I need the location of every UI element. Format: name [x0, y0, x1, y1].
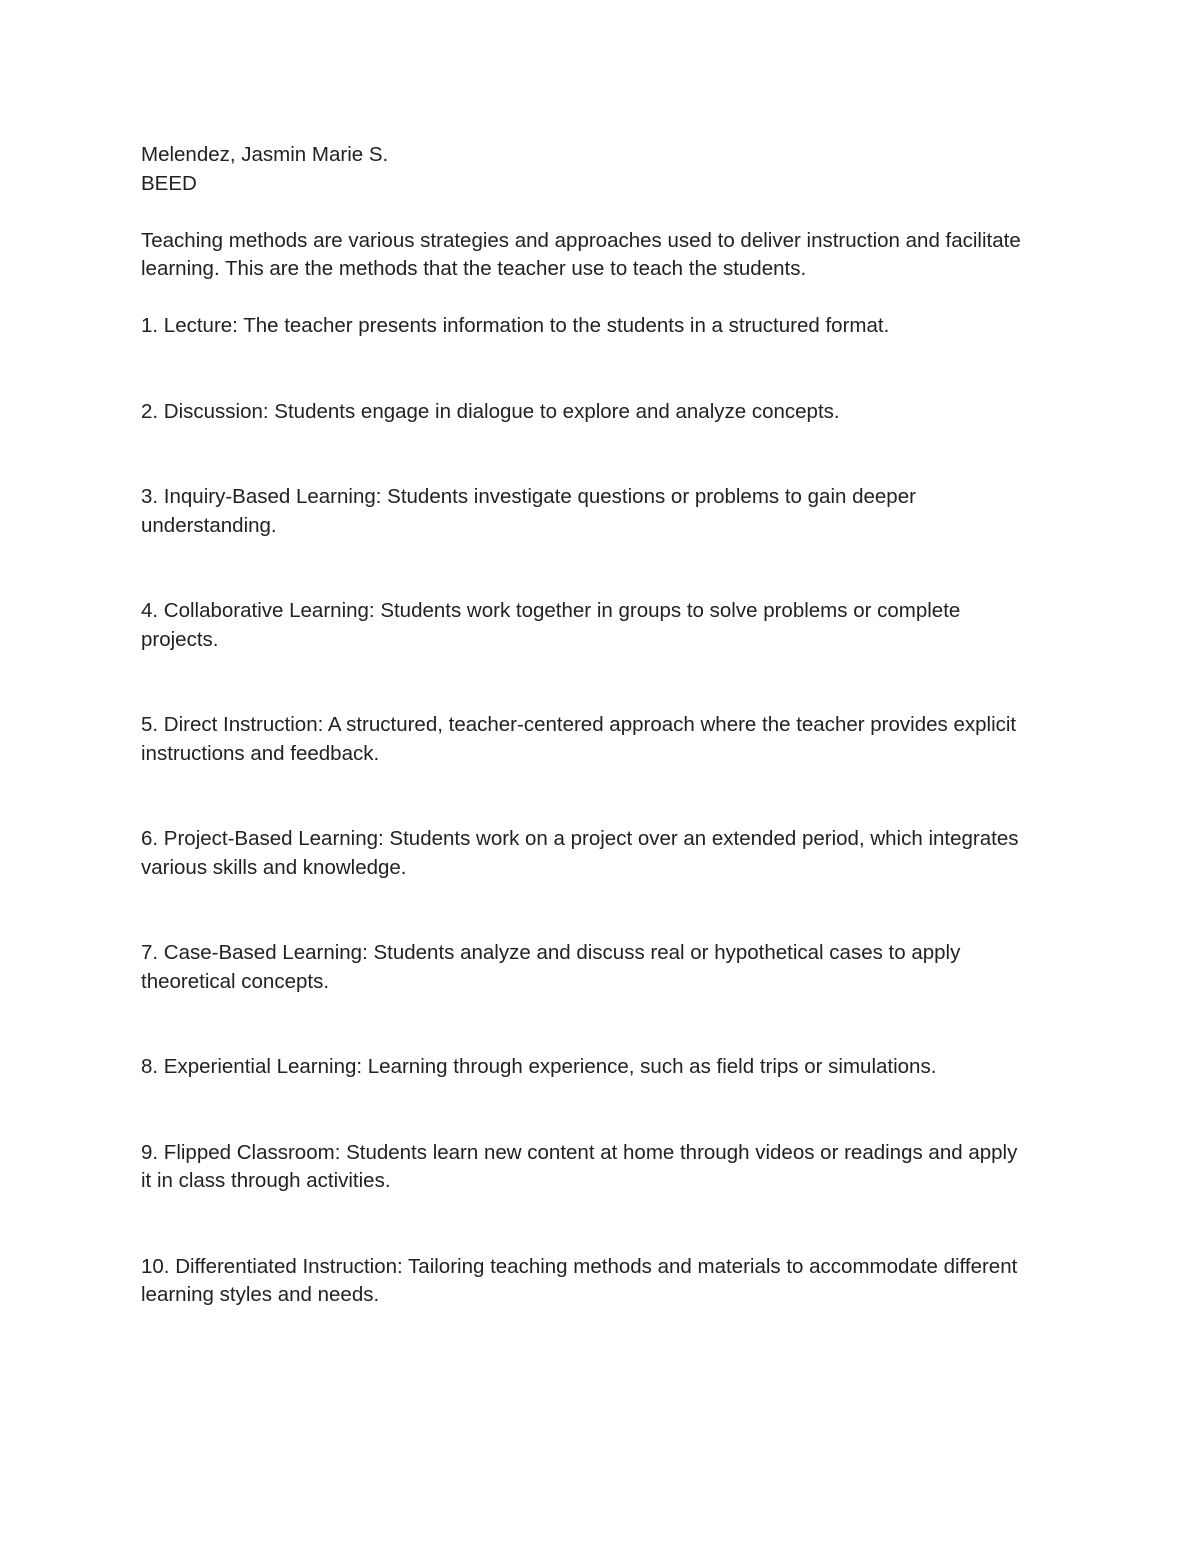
method-item: 10. Differentiated Instruction: Tailoring teaching methods and materials to accommodate different learning styles and needs.	[141, 1254, 1018, 1306]
program-label: BEED	[141, 171, 197, 195]
method-item: 3. Inquiry-Based Learning: Students investigate questions or problems to gain deeper understanding.	[141, 485, 916, 537]
method-item: 1. Lecture: The teacher presents information to the students in a structured format.	[141, 314, 890, 337]
method-item: 9. Flipped Classroom: Students learn new content at home through videos or readings and apply it in class through activities.	[141, 1140, 1018, 1192]
method-item: 7. Case-Based Learning: Students analyze and discuss real or hypothetical cases to apply theoretical concepts.	[141, 941, 961, 993]
method-item: 8. Experiential Learning: Learning through experience, such as field trips or simulations.	[141, 1055, 937, 1078]
intro-paragraph: Teaching methods are various strategies and approaches used to deliver instruction and facilitate learning. This are the methods that the teacher use to teach the students.	[141, 228, 1021, 280]
method-item: 4. Collaborative Learning: Students work together in groups to solve problems or complete projects.	[141, 599, 961, 651]
methods-list	[141, 312, 1021, 1310]
document-body	[141, 141, 1021, 1310]
method-item: 6. Project-Based Learning: Students work on a project over an extended period, which integrates various skills and knowledge.	[141, 827, 1019, 879]
method-item: 2. Discussion: Students engage in dialogue to explore and analyze concepts.	[141, 399, 840, 423]
author-name: Melendez, Jasmin Marie S.	[141, 143, 389, 166]
method-item: 5. Direct Instruction: A structured, teacher-centered approach where the teacher provides explicit instructions and feedback.	[141, 713, 1017, 765]
